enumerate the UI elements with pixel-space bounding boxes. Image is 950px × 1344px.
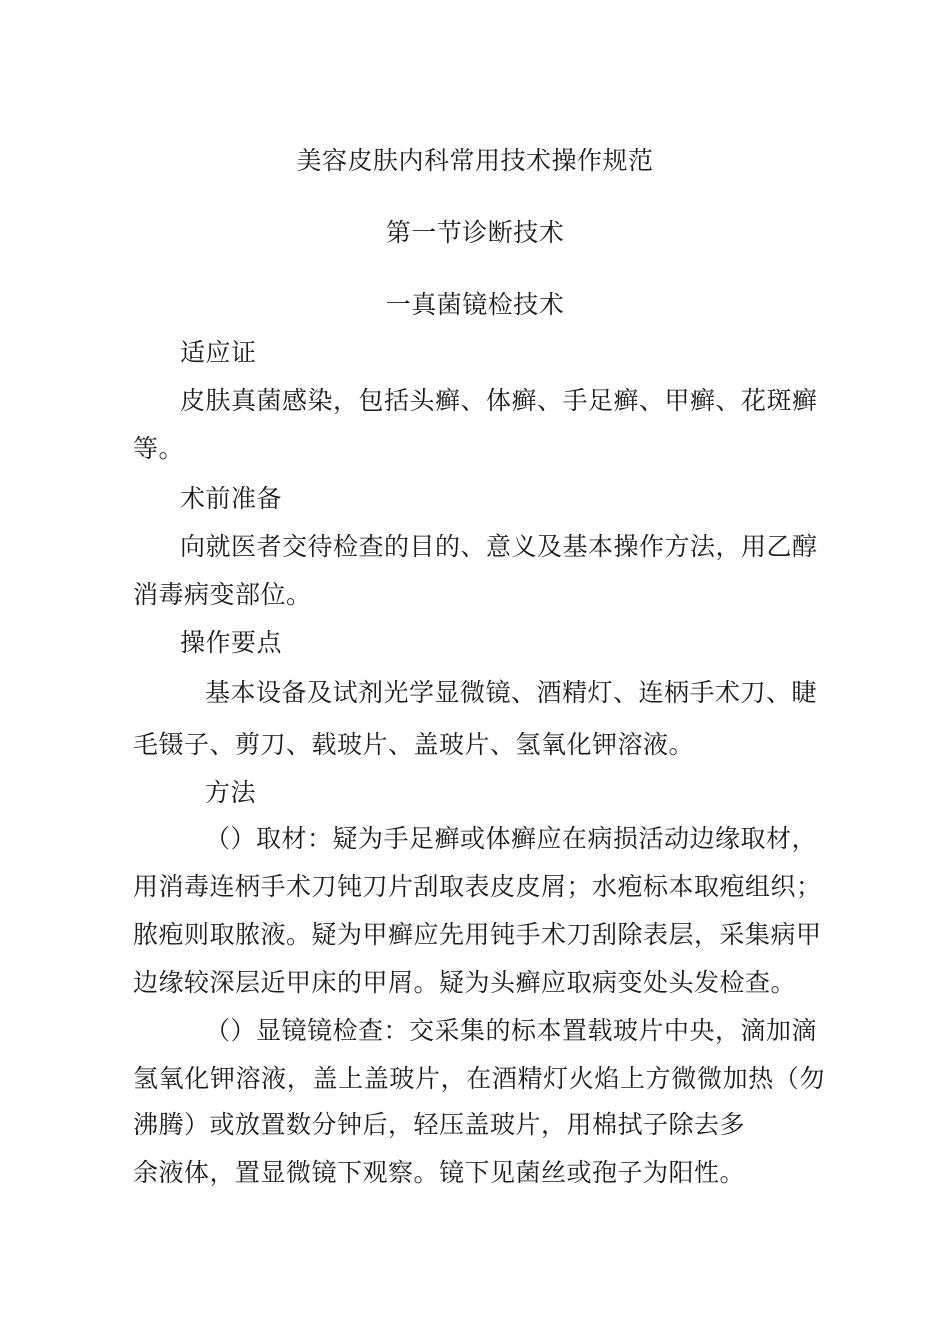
preparation-text-line: 消毒病变部位。: [133, 580, 312, 609]
indications-heading: 适应证: [180, 338, 257, 367]
step1-text-line: 脓疱则取脓液。疑为甲癣应先用钝手术刀刮除表层，采集病甲: [133, 920, 822, 949]
preparation-text-line: 向就医者交待检查的目的、意义及基本操作方法，用乙醇: [180, 532, 818, 561]
step1-text-line: 用消毒连柄手术刀钝刀片刮取表皮皮屑；水疱标本取疱组织；: [133, 872, 822, 901]
method-heading: 方法: [205, 778, 257, 807]
step2-text-line: （）显镜镜检查：交采集的标本置载玻片中央，滴加滴: [205, 1016, 818, 1045]
preparation-heading: 术前准备: [180, 484, 283, 513]
step1-text-line: 边缘较深层近甲床的甲屑。疑为头癣应取病变处头发检查。: [133, 968, 797, 997]
indications-text-line: 等。: [133, 434, 185, 463]
step2-text-line: 氢氧化钾溶液，盖上盖玻片，在酒精灯火焰上方微微加热（勿: [133, 1064, 825, 1093]
document-title: 美容皮肤内科常用技术操作规范: [296, 146, 654, 175]
equipment-text-line: 基本设备及试剂光学显微镜、酒精灯、连柄手术刀、睫: [205, 678, 818, 707]
subsection-heading: 一真菌镜检技术: [385, 290, 565, 319]
step2-text-line: 余液体，置显微镜下观察。镜下见菌丝或孢子为阳性。: [133, 1158, 746, 1187]
step2-text-line: 沸腾）或放置数分钟后，轻压盖玻片，用棉拭子除去多: [133, 1110, 746, 1139]
indications-text-line: 皮肤真菌感染，包括头癣、体癣、手足癣、甲癣、花斑癣: [180, 386, 818, 415]
section-heading: 第一节诊断技术: [385, 218, 565, 247]
equipment-text-line: 毛镊子、剪刀、载玻片、盖玻片、氢氧化钾溶液。: [133, 730, 695, 759]
key-points-heading: 操作要点: [180, 628, 283, 657]
step1-text-line: （）取材：疑为手足癣或体癣应在病损活动边缘取材，: [205, 824, 818, 853]
